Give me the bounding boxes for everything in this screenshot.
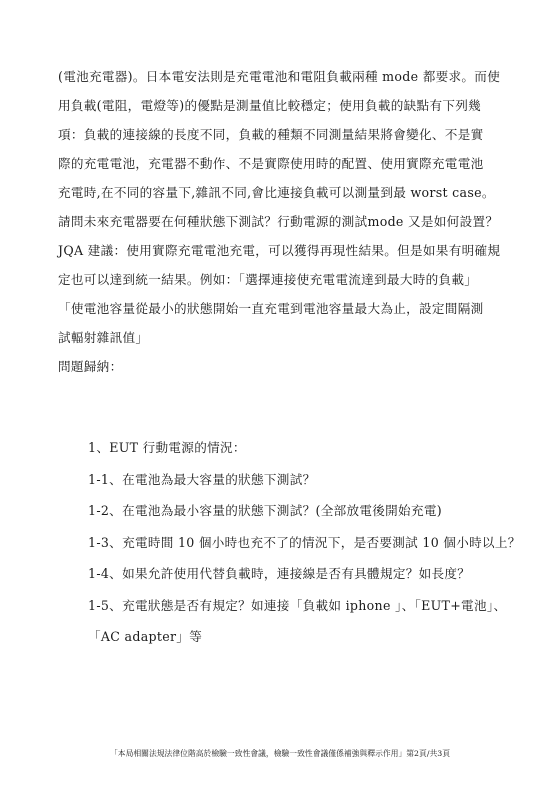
body-line: 際的充電電池，充電器不動作、不是實際使用時的配置、使用實際充電電池: [58, 156, 484, 171]
list-item: 1-2、在電池為最小容量的狀態下測試？(全部放電後開始充電): [88, 503, 442, 518]
section-heading: 1、EUT 行動電源的情況：: [88, 440, 246, 455]
summary-heading: 問題歸納：: [58, 359, 123, 374]
body-paragraph: [58, 62, 508, 381]
body-line: 項：負載的連接線的長度不同，負載的種類不同測量結果將會變化、不是實: [58, 127, 484, 142]
body-line: 定也可以達到統一結果。例如：「選擇連接使充電電流達到最大時的負載」: [58, 272, 478, 287]
list-item: 1-1、在電池為最大容量的狀態下測試？: [88, 471, 316, 487]
body-line: 請問未來充電器要在何種狀態下測試？行動電源的測試mode 又是如何設置？: [58, 214, 499, 229]
list-item: 1-5、充電狀態是否有規定？如連接「負載如 iphone 」、「EUT+電池」、: [88, 597, 507, 613]
page-footer: 「本局相關法規法律位階高於檢驗一致性會議，檢驗一致性會議僅係補強與釋示作用」第2頁/共3頁: [109, 749, 450, 758]
body-line: 「使電池容量從最小的狀態開始一直充電到電池容量最大為止，設定間隔測: [58, 301, 484, 316]
list-item: 1-3、充電時間 10 個小時也充不了的情況下，是否要測試 10 個小時以上？: [88, 534, 521, 550]
list-item-continuation: 「AC adapter」等: [88, 629, 203, 644]
question-list: [58, 432, 521, 653]
body-line: 充電時,在不同的容量下,雜訊不同,會比連接負載可以測量到最 worst case。: [58, 185, 495, 200]
list-item: 1-4、如果允許使用代替負載時，連接線是否有具體規定？如長度？: [88, 566, 471, 581]
body-line: JQA 建議：使用實際充電電池充電，可以獲得再現性結果。但是如果有明確規: [58, 243, 501, 258]
body-line: 試輻射雜訊值」: [58, 330, 149, 345]
body-line: 用負載(電阻，電燈等)的優點是測量值比較穩定；使用負載的缺點有下列幾: [58, 98, 482, 113]
body-line: (電池充電器)。日本電安法則是充電電池和電阻負載兩種 mode 都要求。而使: [58, 69, 501, 84]
